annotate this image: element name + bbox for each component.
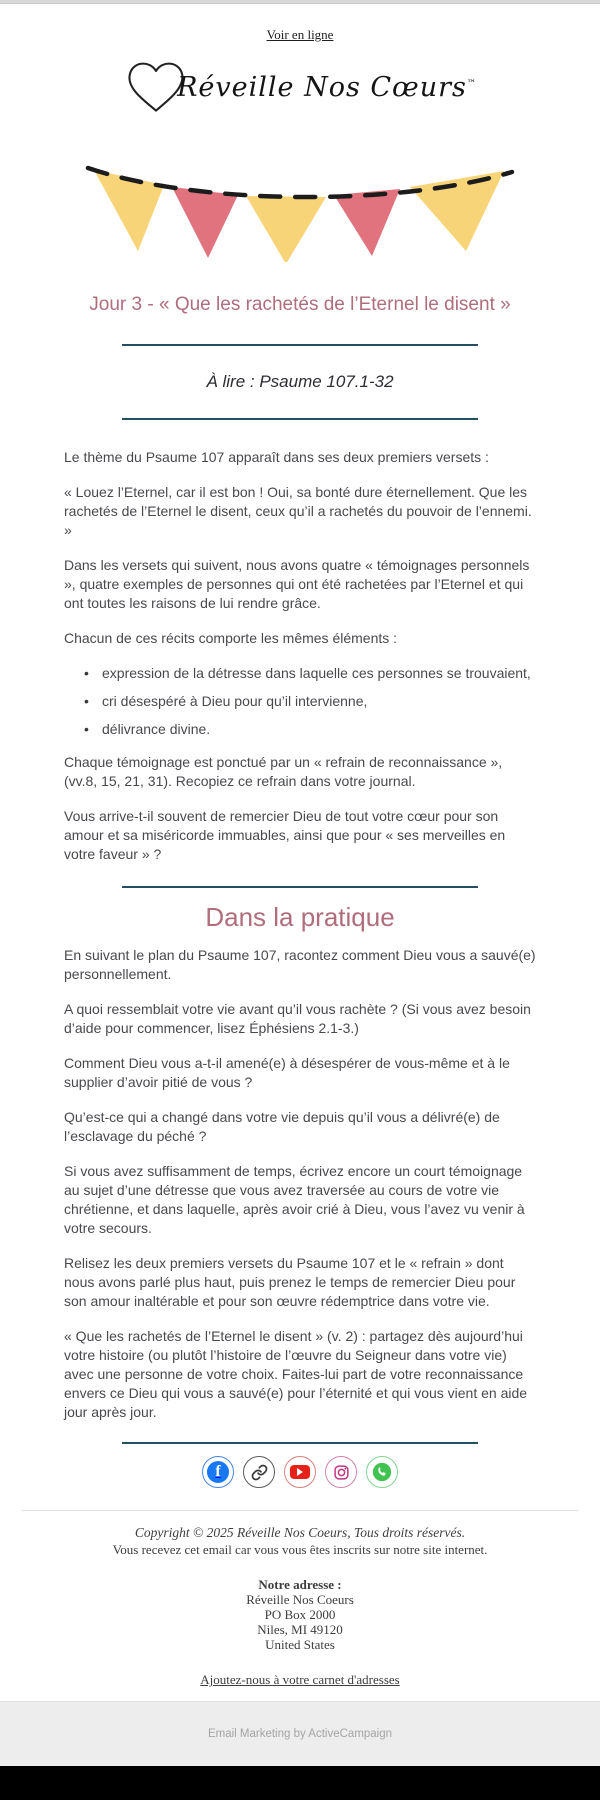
provider-band [0, 1701, 600, 1766]
top-border-line [0, 0, 600, 4]
divider [122, 1442, 478, 1444]
paragraph: Chacun de ces récits comporte les mêmes éléments : [64, 630, 398, 646]
divider [122, 344, 478, 346]
article-body [0, 448, 600, 864]
social-links-row [0, 1456, 600, 1488]
reading-reference: À lire : Psaume 107.1-32 [206, 372, 394, 391]
practice-body [0, 946, 600, 1422]
subscription-reason-text: Vous recevez cet email car vous vous êtes inscrits sur notre site internet. [112, 1542, 488, 1557]
paragraph: « Que les rachetés de l’Eternel le disent » (v. 2) : partagez dès aujourd’hui votre histoire (ou plutôt l’histoire de l’œuvre du Seigneur dans votre vie) avec une personne de votre choix. Faites-lui part de votre reconnaissance envers ce Dieu qui vous a sauvé(e) pour l’éternité et qui vous vient en aide jour après jour. [64, 1328, 528, 1420]
whatsapp-icon[interactable] [366, 1456, 398, 1488]
brand-name: Réveille Nos Cœurs™ [177, 71, 477, 103]
paragraph: Comment Dieu vous a-t-il amené(e) à désespérer de vous-même et à le supplier d’avoir pitié de vous ? [64, 1055, 510, 1090]
address-line: United States [265, 1637, 335, 1652]
paragraph: « Louez l’Eternel, car il est bon ! Oui, sa bonté dure éternellement. Que les rachetés de l’Eternel le disent, ceux qu’il a rachetés du pouvoir de l’ennemi. » [64, 484, 532, 538]
divider [122, 886, 478, 888]
email-footer [0, 1525, 600, 1722]
paragraph: Le thème du Psaume 107 apparaît dans ses deux premiers versets : [64, 449, 489, 465]
elements-list [64, 664, 536, 739]
page-title: Jour 3 - « Que les rachetés de l’Eternel le disent » [89, 294, 511, 315]
copyright-text: Copyright © 2025 Réveille Nos Coeurs, Tous droits réservés. [134, 1525, 466, 1540]
paragraph: Qu’est-ce qui a changé dans votre vie depuis qu’il vous a délivré(e) de l’esclavage du péché ? [64, 1109, 500, 1144]
instagram-icon[interactable] [325, 1456, 357, 1488]
paragraph: Dans les versets qui suivent, nous avons quatre « témoignages personnels », quatre exemples de personnes qui ont été rachetées par l’Eternel et qui ont toutes les raisons de lui rendre grâce. [64, 557, 530, 611]
share-link-icon[interactable] [243, 1456, 275, 1488]
address-line: Niles, MI 49120 [257, 1622, 343, 1637]
bunting-banner-image [80, 154, 520, 262]
address-label: Notre adresse : [258, 1577, 342, 1592]
divider [122, 418, 478, 420]
footer-divider [22, 1510, 578, 1511]
paragraph: Vous arrive-t-il souvent de remercier Dieu de tout votre cœur pour son amour et sa miséricorde immuables, ainsi que pour « ses merveilles en votre faveur » ? [64, 808, 506, 862]
brand-logo[interactable] [0, 52, 600, 122]
view-online-link[interactable]: Voir en ligne [266, 27, 334, 42]
list-item: • cri désespéré à Dieu pour qu’il intervienne, [92, 692, 536, 711]
view-online-row [0, 26, 600, 44]
address-line: Réveille Nos Coeurs [246, 1592, 354, 1607]
list-item: • délivrance divine. [92, 720, 536, 739]
paragraph: En suivant le plan du Psaume 107, racontez comment Dieu vous a sauvé(e) personnellement. [64, 947, 536, 982]
youtube-icon[interactable] [284, 1456, 316, 1488]
paragraph: Relisez les deux premiers versets du Psaume 107 et le « refrain » dont nous avons parlé plus haut, puis prenez le temps de remercier Dieu pour son amour inaltérable et pour son œuvre rédemptrice dans votre vie. [64, 1255, 516, 1309]
address-line: PO Box 2000 [264, 1607, 336, 1622]
paragraph: A quoi ressemblait votre vie avant qu’il vous rachète ? (Si vous avez besoin d’aide pour commencer, lisez Éphésiens 2.1-3.) [64, 1001, 531, 1036]
paragraph: Si vous avez suffisamment de temps, écrivez encore un court témoignage au sujet d’une détresse que vous avez traversée au cours de votre vie chrétienne, et dans laquelle, après avoir crié à Dieu, vous l’avez vu venir à votre secours. [64, 1163, 525, 1236]
practice-section-heading: Dans la pratique [205, 902, 395, 932]
facebook-icon[interactable]: f [202, 1456, 234, 1488]
paragraph: Chaque témoignage est ponctué par un « refrain de reconnaissance », (vv.8, 15, 21, 31). Recopiez ce refrain dans votre journal. [64, 754, 503, 789]
provider-note: Email Marketing by ActiveCampaign [207, 1728, 393, 1740]
bottom-black-bar [0, 1766, 600, 1800]
add-to-address-book-link[interactable]: Ajoutez-nous à votre carnet d'adresses [200, 1672, 400, 1687]
list-item: • expression de la détresse dans laquelle ces personnes se trouvaient, [92, 664, 536, 683]
trademark-mark: ™ [466, 78, 477, 89]
